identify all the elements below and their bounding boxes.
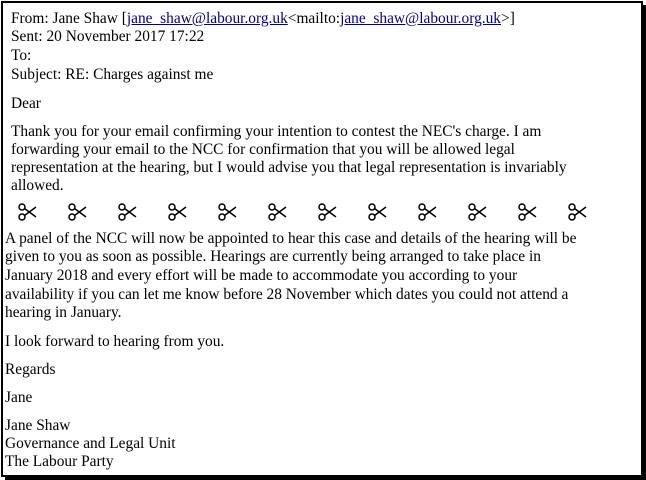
scissors-icon [317, 202, 337, 222]
scissors-icon [517, 202, 537, 222]
email-document [1, 1, 643, 477]
paragraph-1-line: allowed. [11, 177, 64, 194]
signature-name: Jane Shaw [5, 417, 71, 434]
scissors-icon [117, 202, 137, 222]
paragraph-1-line: representation at the hearing, but I would advise you that legal representation is invariably [11, 159, 567, 176]
mailto-email-link[interactable]: jane_shaw@labour.org.uk [340, 10, 502, 27]
scissors-icon [67, 202, 87, 222]
scissors-icon [217, 202, 237, 222]
sent-line: Sent: 20 November 2017 17:22 [11, 28, 205, 45]
redaction-scissors-row [17, 202, 607, 224]
paragraph-2-line: A panel of the NCC will now be appointed to hear this case and details of the hearing will be [5, 230, 577, 247]
scissors-icon [567, 202, 587, 222]
paragraph-2-line: hearing in January. [5, 304, 122, 321]
scissors-icon [267, 202, 287, 222]
from-email-link[interactable]: jane_shaw@labour.org.uk [126, 10, 288, 27]
signoff: Jane [5, 389, 33, 406]
paragraph-1-line: Thank you for your email confirming your intention to contest the NEC's charge. I am [11, 123, 542, 140]
regards: Regards [5, 361, 56, 378]
paragraph-2-line: given to you as soon as possible. Hearings are currently being arranged to take place in [5, 248, 541, 265]
scissors-icon [417, 202, 437, 222]
paragraph-2-line: availability if you can let me know before 28 November which dates you could not attend a [5, 286, 569, 303]
greeting: Dear [11, 95, 41, 112]
scissors-icon [467, 202, 487, 222]
scissors-icon [367, 202, 387, 222]
to-line: To: [11, 47, 32, 64]
scissors-icon [17, 202, 37, 222]
paragraph-3: I look forward to hearing from you. [5, 333, 225, 350]
subject-line: Subject: RE: Charges against me [11, 66, 214, 83]
signature-org: The Labour Party [5, 453, 114, 470]
scissors-icon [167, 202, 187, 222]
paragraph-2-line: January 2018 and every effort will be made to accommodate you according to your [5, 267, 518, 284]
signature-unit: Governance and Legal Unit [5, 435, 176, 452]
paragraph-1-line: forwarding your email to the NCC for confirmation that you will be allowed legal [11, 141, 515, 158]
from-line: From: Jane Shaw [jane_shaw@labour.org.uk<mailto:jane_shaw@labour.org.uk>] [11, 10, 515, 27]
